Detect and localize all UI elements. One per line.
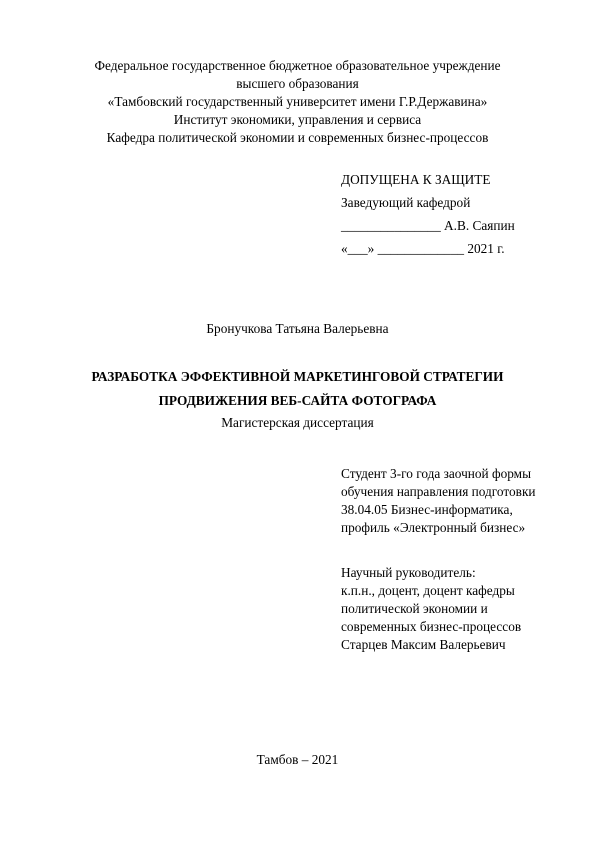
approval-position: Заведующий кафедрой bbox=[341, 195, 471, 210]
student-info-line: профиль «Электронный бизнес» bbox=[341, 520, 526, 535]
thesis-title-line1: РАЗРАБОТКА ЭФФЕКТИВНОЙ МАРКЕТИНГОВОЙ СТРАТЕГИИ bbox=[91, 369, 504, 384]
supervisor-line: Старцев Максим Валерьевич bbox=[341, 637, 506, 652]
approval-date-line: «___» _____________ 2021 г. bbox=[341, 241, 505, 256]
header-university-name: «Тамбовский государственный университет имени Г.Р.Державина» bbox=[107, 94, 488, 109]
header-education-level: высшего образования bbox=[236, 76, 359, 91]
header-institute: Институт экономики, управления и сервиса bbox=[173, 112, 422, 127]
student-info-block bbox=[341, 465, 536, 537]
footer-city-year: Тамбов – 2021 bbox=[256, 752, 339, 767]
header-institution-line: Федеральное государственное бюджетное образовательное учреждение bbox=[94, 58, 501, 73]
approval-title: ДОПУЩЕНА К ЗАЩИТЕ bbox=[341, 172, 491, 187]
approval-signature-line: _______________ А.В. Саяпин bbox=[341, 218, 515, 233]
supervisor-block bbox=[341, 564, 521, 654]
thesis-title-line2: ПРОДВИЖЕНИЯ ВЕБ-САЙТА ФОТОГРАФА bbox=[158, 393, 437, 408]
author-name: Бронучкова Татьяна Валерьевна bbox=[206, 321, 389, 336]
header-department: Кафедра политической экономии и современных бизнес-процессов bbox=[106, 130, 489, 145]
supervisor-line: к.п.н., доцент, доцент кафедры bbox=[341, 583, 515, 598]
supervisor-line: политической экономии и bbox=[341, 601, 488, 616]
thesis-type: Магистерская диссертация bbox=[221, 415, 374, 430]
supervisor-line: современных бизнес-процессов bbox=[341, 619, 522, 634]
supervisor-line: Научный руководитель: bbox=[341, 565, 476, 580]
student-info-line: 38.04.05 Бизнес-информатика, bbox=[341, 502, 513, 517]
student-info-line: Студент 3-го года заочной формы bbox=[341, 466, 532, 481]
approval-block bbox=[341, 171, 515, 258]
student-info-line: обучения направления подготовки bbox=[341, 484, 536, 499]
